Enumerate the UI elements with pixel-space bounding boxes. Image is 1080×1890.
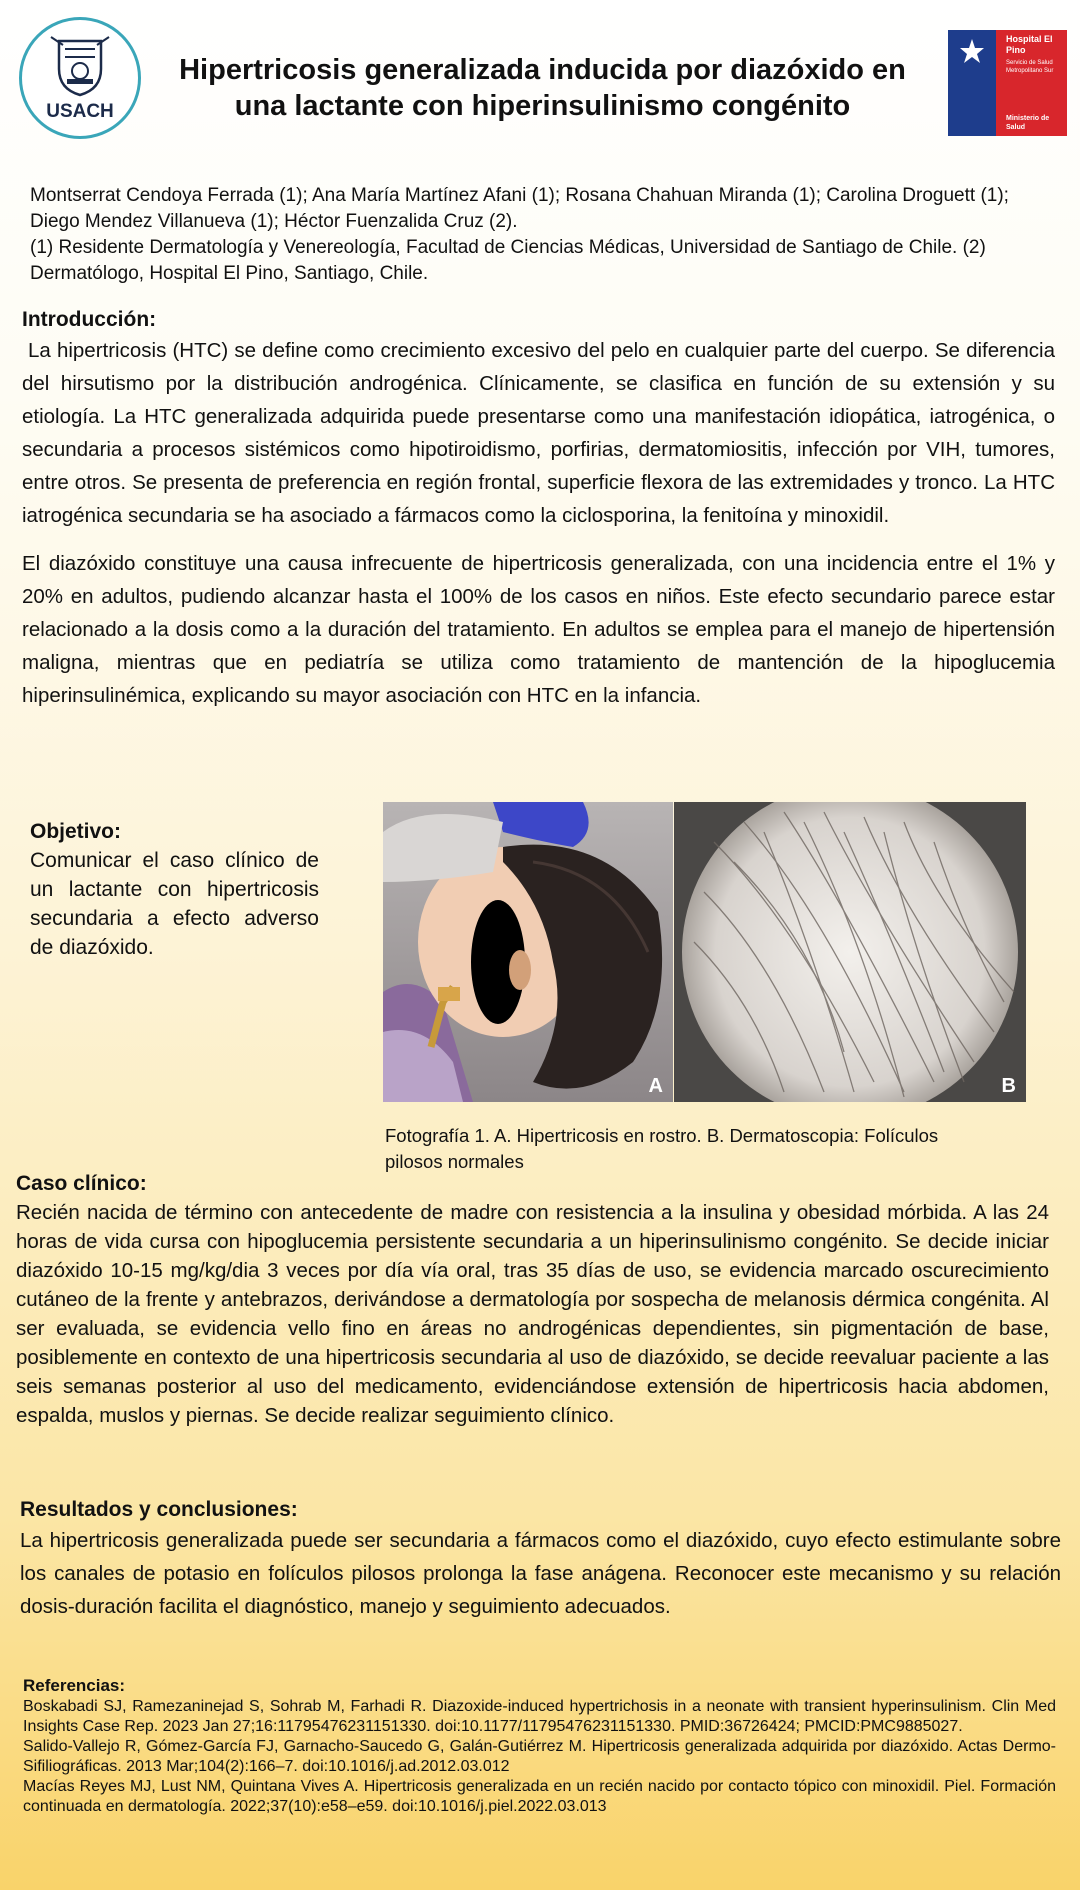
chile-crest-icon — [956, 36, 988, 68]
hospital-el-pino-logo — [948, 30, 1067, 136]
case-section — [16, 1169, 1049, 1430]
case-text: Recién nacida de término con antecedente de madre con resistencia a la insulina y obesidad mórbida. A las 24 horas de vida cursa con hipoglucemia persistente secundaria a un hiperinsulinismo congénito. Se decide iniciar diazóxido 10-15 mg/kg/dia 3 veces por día vía oral, tras 35 días de uso, se evidencia marcado oscurecimiento cutáneo de la frente y antebrazos, derivándose a dermatología por sospecha de melanosis dérmica congénita. Al ser evaluada, se evidencia vello fino en áreas no androgénicas dependientes, sin pigmentación de base, posiblemente en contexto de una hipertricosis secundaria al uso de diazóxido, se decide reevaluar paciente a las seis semanas posterior al uso del medicamento, evidenciándose extensión de hipertricosis hacia abdomen, espalda, muslos y piernas. Se decide realizar seguimiento clínico. — [16, 1201, 1049, 1427]
ministry-name: Ministerio de Salud — [1006, 115, 1050, 131]
authors-block — [30, 183, 1055, 287]
poster-title: Hipertricosis generalizada inducida por diazóxido en una lactante con hiperinsulinismo congénito — [179, 54, 906, 122]
usach-logo-text: USACH — [46, 101, 114, 122]
results-heading: Resultados y conclusiones: — [20, 1498, 298, 1521]
references-heading: Referencias: — [23, 1676, 126, 1695]
health-service-name: Servicio de Salud Metropolitano Sur — [1006, 60, 1054, 74]
objective-section — [30, 817, 319, 962]
introduction-section — [22, 306, 1055, 712]
results-section — [20, 1495, 1061, 1623]
objective-text: Comunicar el caso clínico de un lactante con hipertricosis secundaria a efecto adverso de diazóxido. — [30, 849, 319, 959]
introduction-heading: Introducción: — [22, 308, 157, 331]
results-text: La hipertricosis generalizada puede ser secundaria a fármacos como el diazóxido, cuyo efecto estimulante sobre los canales de potasio en folículos pilosos prolonga la fase anágena. Reconocer este mecanismo y su relación dosis-duración facilita el diagnóstico, manejo y seguimiento adecuados. — [20, 1529, 1061, 1618]
photo-a-label: A — [648, 1075, 663, 1097]
photo-a-face — [383, 802, 673, 1102]
photo-b-label: B — [1001, 1075, 1016, 1097]
figure-caption: Fotografía 1. A. Hipertricosis en rostro. B. Dermatoscopia: Folículos pilosos normales — [385, 1125, 939, 1172]
author-affiliations: (1) Residente Dermatología y Venereología, Facultad de Ciencias Médicas, Universidad de Santiago de Chile. (2) Dermatólogo, Hospital El Pino, Santiago, Chile. — [30, 237, 986, 284]
introduction-paragraph-1: La hipertricosis (HTC) se define como crecimiento excesivo del pelo en cualquier parte del cuerpo. Se diferencia del hirsutismo por la distribución androgénica. Clínicamente, se clasifica en función de su extensión y su etiología. La HTC generalizada adquirida puede presentarse como una manifestación idiopática, iatrogénica, o secundaria a procesos sistémicos como hipotiroidismo, porfirias, dermatomiositis, infección por VIH, tumores, entre otros. Se presenta de preferencia en región frontal, superficie flexora de las extremidades y tronco. La HTC iatrogénica secundaria se ha asociado a fármacos como la ciclosporina, la fenitoína y minoxidil. — [22, 339, 1055, 527]
introduction-paragraph-2: El diazóxido constituye una causa infrecuente de hipertricosis generalizada, con una incidencia entre el 1% y 20% en adultos, pudiendo alcanzar hasta el 100% de los casos en niños. Este efecto secundario parece estar relacionado a la dosis como a la duración del tratamiento. En adultos se emplea para el manejo de hipertensión maligna, mientras que en pediatría se utiliza como tratamiento de mantención de la hipoglucemia hiperinsulinémica, explicando su mayor asociación con HTC en la infancia. — [22, 552, 1055, 707]
author-names: Montserrat Cendoya Ferrada (1); Ana María Martínez Afani (1); Rosana Chahuan Miranda (1); Carolina Droguett (1); Diego Mendez Villanueva (1); Héctor Fuenzalida Cruz (2). — [30, 185, 1009, 232]
case-heading: Caso clínico: — [16, 1172, 147, 1195]
reference-item: Salido-Vallejo R, Gómez-García FJ, Garnacho-Saucedo G, Galán-Gutiérrez M. Hipertricosis generalizada adquirida por diazóxido. Actas Dermo-Sifiliográficas. 2013 Mar;104(2):166–7. doi:10.1016/j.ad.2012.03.012 — [23, 1738, 1056, 1775]
university-crest-icon — [49, 33, 111, 99]
clinical-photographs — [383, 802, 1026, 1102]
photo-b-dermatoscopy — [674, 802, 1026, 1102]
reference-item: Macías Reyes MJ, Lust NM, Quintana Vives A. Hipertricosis generalizada en un recién nacido por contacto tópico con minoxidil. Piel. Formación continuada en dermatología. 2022;37(10):e58–e59. doi:10.1016/j.piel.2022.03.013 — [23, 1778, 1056, 1815]
reference-item: Boskabadi SJ, Ramezaninejad S, Sohrab M, Farhadi R. Diazoxide-induced hypertrichosis in a neonate with transient hyperinsulinism. Clin Med Insights Case Rep. 2023 Jan 27;16:11795476231151330. doi:10.1177/11795476231151330. PMID:36726424; PMCID:PMC9885027. — [23, 1698, 1056, 1735]
hospital-name: Hospital El Pino — [1006, 34, 1053, 55]
usach-logo — [19, 17, 141, 139]
references-section — [23, 1675, 1056, 1817]
objective-heading: Objetivo: — [30, 820, 122, 843]
